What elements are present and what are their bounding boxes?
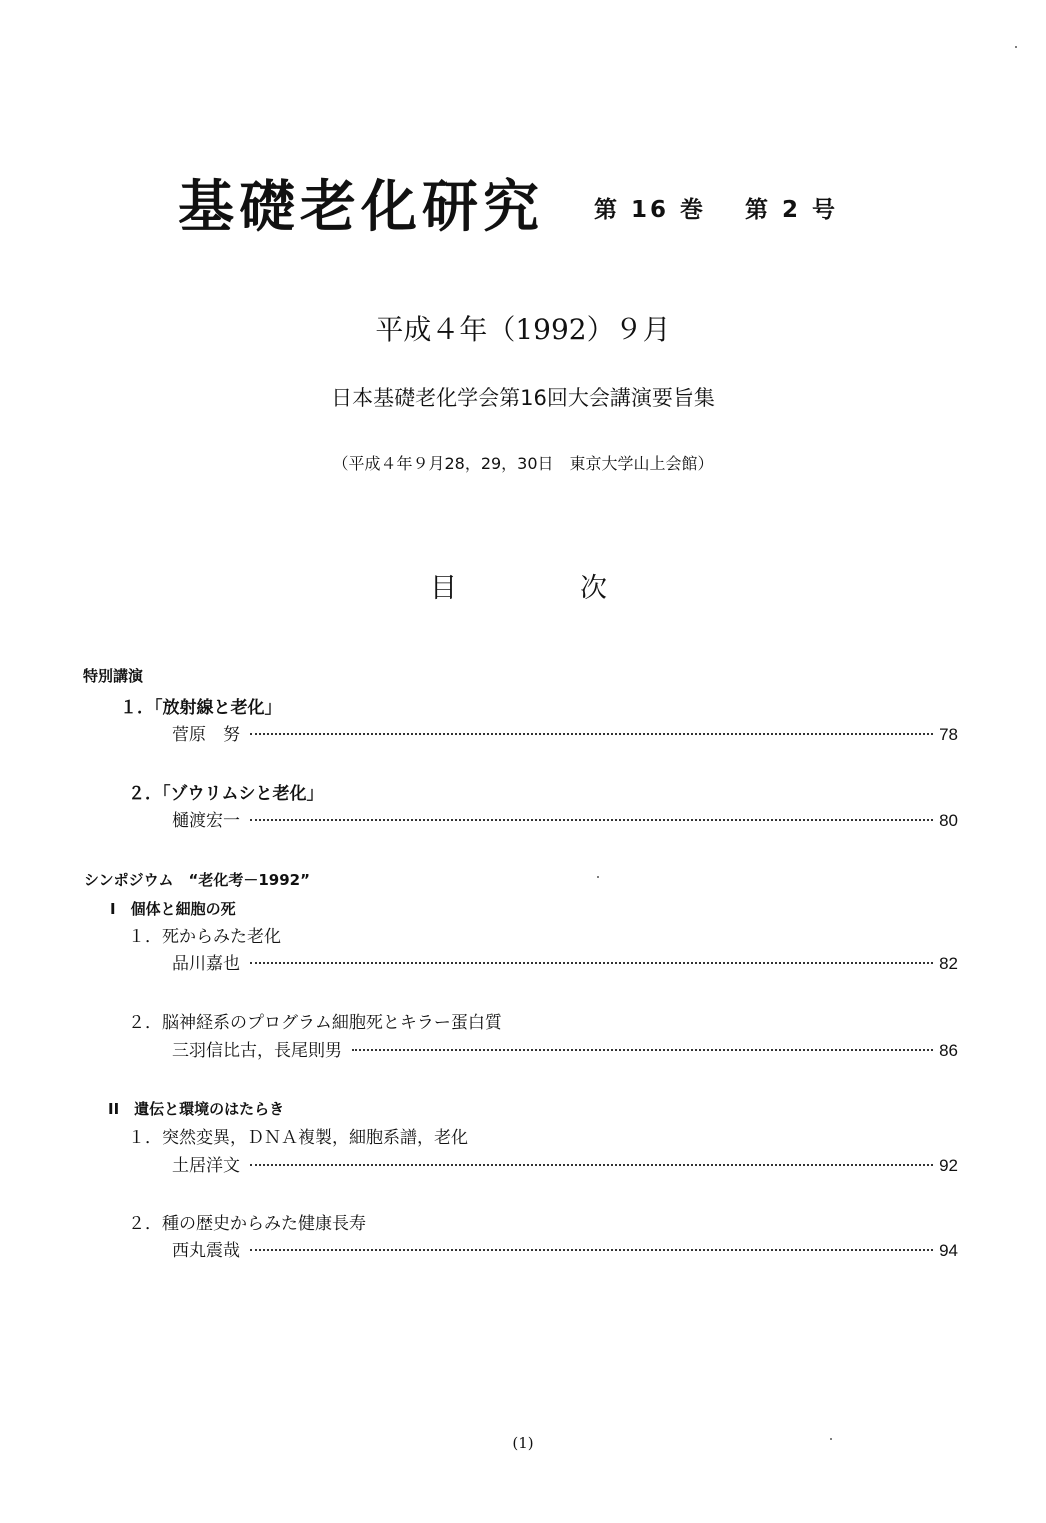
dot-leader: [352, 1049, 933, 1051]
toc-item-title: ２．脳神経系のプログラム細胞死とキラー蛋白質: [128, 1013, 502, 1033]
section-heading-symposium: シンポジウム “老化考－1992”: [84, 871, 310, 889]
publication-date: 平成４年（1992）９月: [375, 313, 671, 346]
toc-entry-line[interactable]: [172, 953, 958, 975]
toc-item-page: 82: [939, 954, 958, 973]
toc-title-left: 目: [430, 573, 457, 604]
dot-leader: [250, 819, 933, 821]
dot-leader: [250, 1164, 933, 1166]
dot-leader: [250, 1249, 933, 1251]
toc-item-page: 94: [939, 1241, 958, 1260]
toc-item-page: 92: [939, 1156, 958, 1175]
page-number: (1): [512, 1434, 534, 1452]
meeting-venue: （平成４年９月28，29，30日 東京大学山上会館）: [332, 454, 714, 473]
toc-item-page: 78: [939, 725, 958, 744]
toc-item-title: １．「放射線と老化」: [120, 698, 282, 718]
toc-entry-line[interactable]: [172, 810, 958, 832]
toc-item-title: １．死からみた老化: [128, 927, 281, 947]
toc-item-author: 三羽信比古，長尾則男: [172, 1041, 342, 1061]
section-heading-special-lecture: 特別講演: [83, 667, 144, 685]
toc-title-right: 次: [580, 573, 607, 604]
dot-leader: [250, 962, 933, 964]
dot-leader: [250, 733, 933, 735]
proceedings-subtitle: 日本基礎老化学会第16回大会講演要旨集: [331, 386, 715, 410]
toc-entry-line[interactable]: [172, 1240, 958, 1262]
toc-item-author: 樋渡宏一: [172, 811, 240, 831]
issue-number: 第 2 号: [745, 197, 839, 223]
toc-item-page: 86: [939, 1041, 958, 1060]
journal-title: 基礎老化研究: [178, 175, 544, 240]
toc-item-title: ２．種の歴史からみた健康長寿: [128, 1214, 366, 1234]
toc-entry-line[interactable]: [172, 724, 958, 746]
toc-item-author: 菅原 努: [172, 725, 240, 745]
toc-item-page: 80: [939, 811, 958, 830]
scan-speck: [830, 1438, 832, 1440]
toc-item-title: １．突然変異，ＤＮＡ複製，細胞系譜，老化: [128, 1128, 468, 1148]
volume-number: 第 16 巻: [594, 197, 707, 223]
toc-item-author: 土居洋文: [172, 1156, 240, 1176]
toc-entry-line[interactable]: [172, 1155, 958, 1177]
toc-item-author: 品川嘉也: [172, 954, 240, 974]
toc-item-title: ２．「ゾウリムシと老化」: [128, 784, 324, 804]
part-heading: II 遺伝と環境のはたらき: [108, 1100, 285, 1118]
toc-item-author: 西丸震哉: [172, 1241, 240, 1261]
part-heading: I 個体と細胞の死: [110, 900, 236, 918]
scan-speck: [597, 876, 599, 878]
toc-entry-line[interactable]: [172, 1040, 958, 1062]
scan-speck: [1015, 46, 1017, 48]
